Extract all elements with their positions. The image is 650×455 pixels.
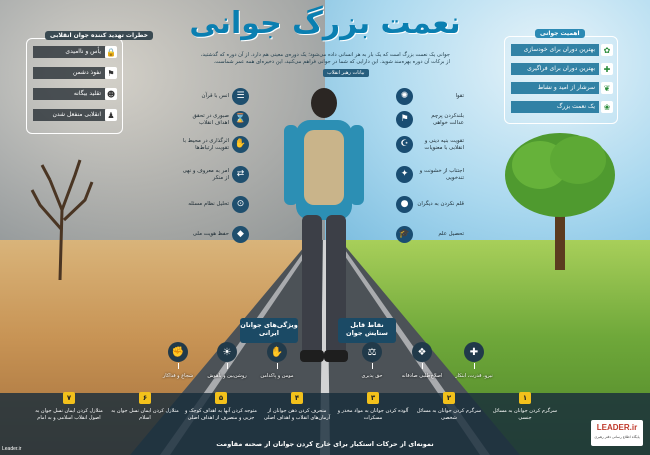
quality-item <box>178 136 249 153</box>
importance-label: سرشار از امید و نشاط <box>511 82 599 94</box>
page-title: نعمت بزرگ جوانی <box>189 6 461 41</box>
step-number: ۴ <box>291 392 303 404</box>
step-text: آلوده کردن جوانان به مواد مخدر و مسکرات <box>337 408 409 421</box>
quality-label: قلم نکردن به دیگران <box>417 201 464 208</box>
dead-tree-illustration <box>20 120 100 280</box>
trait-label: شجاع و فداکار <box>162 373 194 379</box>
quality-item <box>178 166 249 183</box>
quality-item <box>396 226 467 243</box>
growth-icon: ✿ <box>601 44 613 56</box>
threat-item <box>33 66 117 80</box>
sprout-icon: ❀ <box>601 101 613 113</box>
person-icon: ♟ <box>105 109 117 121</box>
bomb-icon: ● <box>396 196 413 213</box>
importance-item <box>511 62 613 76</box>
importance-panel <box>504 30 618 124</box>
map-icon: ◆ <box>232 226 249 243</box>
leader-logo[interactable] <box>591 420 643 446</box>
prayer-icon: ☪ <box>396 136 413 153</box>
puzzle-icon: ✚ <box>601 63 613 75</box>
trait-item <box>205 342 249 379</box>
footer-caption: نمونه‌ای از حرکات استکبار برای خارج کردن جوانان از صحنه مقاومت <box>216 440 434 448</box>
step-item <box>30 392 108 421</box>
step-text: منحرف کردن ذهن جوانان از آرمان‌های انقلاب و اهداف اصلی <box>263 408 331 421</box>
intro-text: جوانی یک نعمت بزرگ است که یک بار به هر انسانی داده می‌شود؛ یک دوره‌ی معینی هم دارد. از آن دوره که گذشتید، از برکات آن دوره بهره‌مند شوید. این دارایی که شما در جوانی فراهم می‌کنید، این ذخیره‌ای همه عمر شماست. <box>200 52 450 65</box>
importance-label: بهترین دوران برای فراگیری <box>511 63 599 75</box>
intro-tag: بیانات رهبر انقلاب <box>323 69 369 77</box>
trait-label: روشن‌بین و باهوش <box>207 373 247 379</box>
quality-label: بلندکردن پرچم عدالت خواهی <box>431 113 464 126</box>
quality-label: تحلیل نظام مسئله <box>188 201 229 208</box>
compass-icon: ✦ <box>396 166 413 183</box>
threats-panel <box>26 32 148 134</box>
trait-item <box>255 342 299 379</box>
hourglass-icon: ⌛ <box>232 111 249 128</box>
brain-icon: ✺ <box>396 88 413 105</box>
trait-tick <box>227 363 228 369</box>
trait-tick <box>372 363 373 369</box>
importance-item <box>511 81 613 95</box>
trait-tick <box>178 363 179 369</box>
quality-label: تقویت بنیه دینی و انقلابی با معنویات <box>424 138 464 151</box>
logo-subtitle: پایگاه اطلاع رسانی دفتر رهبری <box>594 435 640 439</box>
quality-item <box>396 166 467 183</box>
quality-label: امر به معروف و نهی از منکر <box>182 168 229 181</box>
step-item <box>334 392 412 421</box>
threat-label: نفوذ دشمن <box>33 67 105 79</box>
importance-label: یک نعمت بزرگ <box>511 101 599 113</box>
trait-label: حق پذیری <box>361 373 383 379</box>
quality-item <box>396 88 467 105</box>
praiseworthy-points-banner: نقاط قابل ستایش جوان <box>338 318 396 343</box>
scale-icon: ⚖ <box>362 342 382 362</box>
trait-label: نیرو، قدرت، ابتکار <box>455 373 493 379</box>
importance-label: بهترین دوران برای خودسازی <box>511 44 599 56</box>
trait-item <box>452 342 496 379</box>
step-item <box>410 392 488 421</box>
trait-item <box>156 342 200 379</box>
site-url[interactable]: Leader.ir <box>2 446 22 452</box>
step-text: متلازل کردن ایمان نسل جوان به اصول انقلاب اسلامی و به امام <box>35 408 103 421</box>
idea-icon: ☀ <box>217 342 237 362</box>
logo-name: LEADER.ir <box>596 423 638 432</box>
importance-panel-title: اهمیت جوانی <box>535 29 585 38</box>
trait-tick <box>277 363 278 369</box>
pray-icon: ✋ <box>267 342 287 362</box>
trait-label: مومن و پاکدامن <box>260 373 294 379</box>
importance-item <box>511 100 613 114</box>
quality-item <box>178 88 249 105</box>
quality-label: انس با قرآن <box>201 93 229 100</box>
step-item <box>182 392 260 421</box>
step-number: ۲ <box>443 392 455 404</box>
graduation-icon: 🎓 <box>396 226 413 243</box>
lock-icon: 🔒 <box>106 47 116 57</box>
quality-item <box>178 196 249 213</box>
threat-label: تقلید بیگانه <box>33 88 105 100</box>
arrows-icon: ⇄ <box>232 166 249 183</box>
trait-tick <box>422 363 423 369</box>
quality-item <box>396 111 467 128</box>
step-number: ۳ <box>367 392 379 404</box>
step-number: ۱ <box>519 392 531 404</box>
quality-label: تحصیل علم <box>438 231 464 238</box>
iranian-youth-traits-banner: ویژگی‌های جوانان ایرانی <box>240 318 298 343</box>
step-text: متوجه کردن آنها به اهداف کوچک و جزیی و منصرف از اهداف اصلی <box>185 408 257 421</box>
quality-item <box>178 111 249 128</box>
step-number: ۷ <box>63 392 75 404</box>
leaf-icon: ❦ <box>601 82 613 94</box>
step-item <box>106 392 184 421</box>
step-item <box>486 392 564 421</box>
quality-label: اثرگذاری در محیط با تقویت ارتباط‌ها <box>182 138 229 151</box>
hands-icon: ❖ <box>412 342 432 362</box>
step-text: متلازل کردن ایمان نسل جوان به اسلام <box>111 408 179 421</box>
green-tree-illustration <box>500 120 620 270</box>
quality-item <box>396 196 467 213</box>
fist-icon: ✊ <box>168 342 188 362</box>
threat-item <box>33 87 117 101</box>
quality-item <box>178 226 249 243</box>
quality-label: حفظ هویت ملی <box>192 231 229 238</box>
trait-label: اصلاح‌طلبی صادقانه <box>401 373 443 379</box>
trait-item <box>350 342 394 379</box>
flag-icon: ⚑ <box>396 111 413 128</box>
threat-label: انقلابی منفعل شدن <box>33 109 105 121</box>
binoculars-icon: ⊙ <box>232 196 249 213</box>
quality-label: تقوا <box>455 93 464 100</box>
importance-item <box>511 43 613 57</box>
quality-label: اجتناب از خشونت و تندخویی <box>419 168 464 181</box>
step-text: سرگرم کردن جوانان به مسائل جنسی <box>492 408 558 421</box>
arm-icon: ✚ <box>464 342 484 362</box>
trait-item <box>400 342 444 379</box>
handshake-icon: ✋ <box>232 136 249 153</box>
threat-item <box>33 45 117 59</box>
trait-tick <box>474 363 475 369</box>
quality-item <box>396 136 467 153</box>
mask-icon: ☻ <box>106 89 116 99</box>
quran-icon: ☰ <box>232 88 249 105</box>
quality-label: صبوری در تحقق اهداف انقلاب <box>192 113 229 126</box>
threat-item <box>33 108 117 122</box>
threat-label: یأس و ناامیدی <box>33 46 105 58</box>
bag-icon: ⚑ <box>105 67 117 79</box>
step-number: ۵ <box>215 392 227 404</box>
step-number: ۶ <box>139 392 151 404</box>
step-item <box>258 392 336 421</box>
step-text: سرگرم کردن جوانان به مسائل شخصی <box>416 408 482 421</box>
threats-panel-title: خطرات تهدید کننده جوان انقلابی <box>45 31 153 40</box>
